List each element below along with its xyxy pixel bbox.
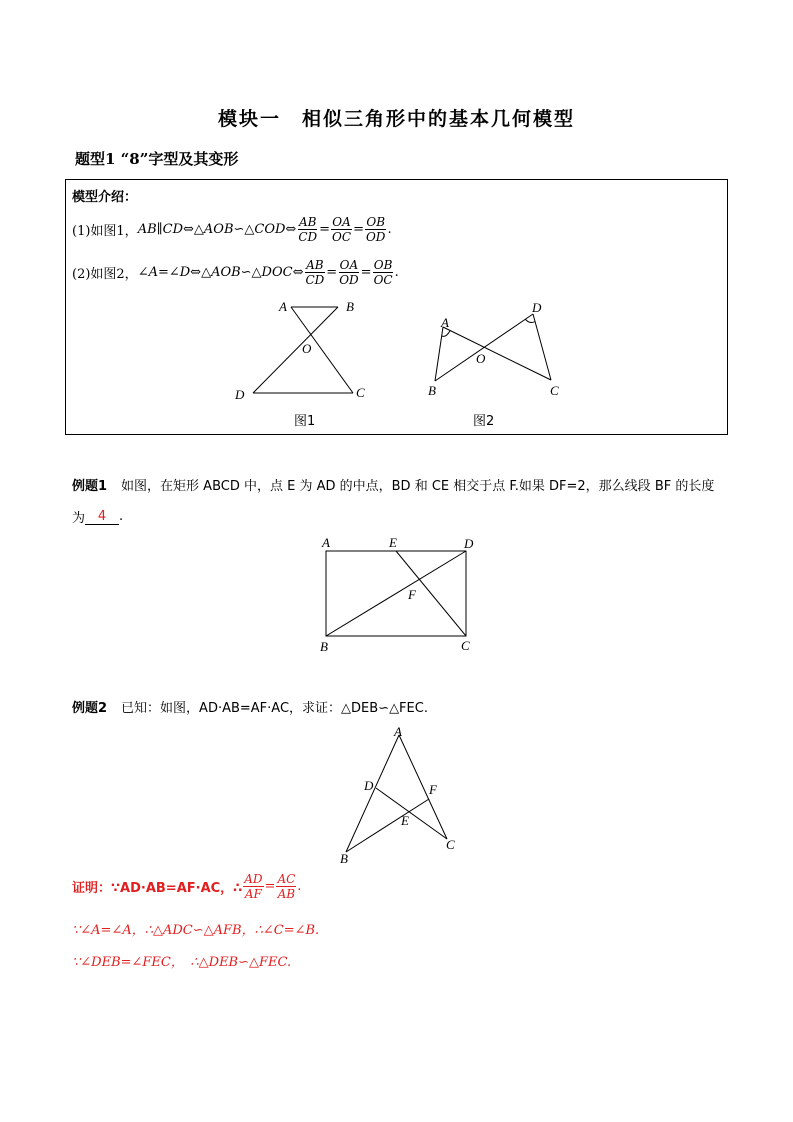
example-1-diagram xyxy=(310,530,485,658)
example-1-text-suffix: . xyxy=(119,509,124,524)
label-b: B xyxy=(320,639,328,654)
fraction xyxy=(365,215,386,244)
model-line-2 xyxy=(72,258,399,287)
fraction-den: CD xyxy=(305,273,325,287)
fraction-den: OD xyxy=(339,273,359,287)
model-line-1-cond: AB∥CD⇔△AOB∽△COD⇔ xyxy=(137,222,297,237)
segment-ac xyxy=(291,307,353,393)
fraction xyxy=(297,215,318,244)
example-2-diagram xyxy=(330,718,470,868)
model-line-1 xyxy=(72,215,392,244)
fraction-den: OC xyxy=(373,273,393,287)
segment-bd xyxy=(326,551,466,636)
equals: = xyxy=(360,265,372,280)
equals: = xyxy=(264,879,276,894)
fraction-num: AC xyxy=(277,872,296,886)
label-o: O xyxy=(302,341,312,356)
angle-d-mark xyxy=(525,319,534,322)
fraction-den: OC xyxy=(332,230,352,244)
label-f: F xyxy=(408,587,416,602)
label-c: C xyxy=(356,385,365,400)
label-e: E xyxy=(401,813,409,828)
equals: = xyxy=(353,222,364,237)
fraction-num: OB xyxy=(366,215,386,229)
label-c: C xyxy=(461,638,470,653)
model-line-2-prefix: (2)如图2， xyxy=(72,267,138,282)
label-c: C xyxy=(550,383,559,398)
label-a: A xyxy=(394,724,402,739)
label-o: O xyxy=(476,351,486,366)
figure-1-caption: 图1 xyxy=(294,414,316,429)
model-intro-heading: 模型介绍： xyxy=(72,190,138,205)
fraction xyxy=(331,215,352,244)
example-1-label: 例题1 xyxy=(72,479,108,494)
fraction xyxy=(276,872,296,901)
label-e: E xyxy=(389,535,397,550)
fraction-num: OA xyxy=(339,258,359,272)
example-2-label: 例题2 xyxy=(72,701,108,716)
segment-bd xyxy=(253,307,338,393)
proof-line-3: ∵∠DEB=∠FEC， ∴△DEB∽△FEC. xyxy=(72,955,292,970)
fraction-den: AB xyxy=(277,887,296,901)
segment-ab xyxy=(346,735,399,852)
label-f: F xyxy=(429,782,437,797)
example-2-line xyxy=(72,697,428,716)
label-c: C xyxy=(446,837,455,852)
fraction-den: OD xyxy=(365,230,386,244)
example-1-text: 如图，在矩形 ABCD 中，点 E 为 AD 的中点，BD 和 CE 相交于点 F.如果 DF=2，那么线段 BF 的长度 xyxy=(121,479,715,494)
segment-ec xyxy=(396,551,466,636)
fraction-num: AB xyxy=(306,258,324,272)
figure-2-diagram xyxy=(425,295,575,405)
proof-line-1 xyxy=(72,872,301,901)
fraction-num: OB xyxy=(373,258,393,272)
period: . xyxy=(394,265,399,280)
model-line-2-cond: ∠A=∠D⇔△AOB∽△DOC⇔ xyxy=(137,265,304,280)
figure-2-caption: 图2 xyxy=(473,414,495,429)
proof-line-2: ∵∠A=∠A，∴△ADC∽△AFB，∴∠C=∠B. xyxy=(72,923,320,938)
example-1-text-prefix: 为 xyxy=(72,511,86,526)
angle-a-mark xyxy=(442,331,451,337)
fraction-num: AD xyxy=(244,872,263,886)
segment-ac xyxy=(443,327,551,380)
model-line-1-prefix: (1)如图1， xyxy=(72,224,138,239)
example-1-answer: 4 xyxy=(85,509,119,525)
equals: = xyxy=(326,265,338,280)
page-title: 模块一 相似三角形中的基本几何模型 xyxy=(217,108,575,130)
segment-ab xyxy=(435,327,443,381)
fraction xyxy=(243,872,263,901)
label-b: B xyxy=(346,299,354,314)
fraction xyxy=(373,258,394,287)
label-a: A xyxy=(279,299,287,314)
equals: = xyxy=(319,222,331,237)
period: . xyxy=(297,879,302,894)
label-b: B xyxy=(428,383,436,398)
proof-line-1-prefix: 证明：∵AD·AB=AF·AC，∴ xyxy=(72,881,243,896)
fraction xyxy=(304,258,325,287)
label-a: A xyxy=(322,535,330,550)
segment-dc xyxy=(533,314,551,380)
fraction xyxy=(338,258,359,287)
section-subtitle: 题型1 “8”字型及其变形 xyxy=(75,150,239,168)
fraction-den: AF xyxy=(244,887,262,901)
example-2-text: 已知：如图，AD·AB=AF·AC，求证：△DEB∽△FEC. xyxy=(121,701,428,716)
example-1-line-2 xyxy=(72,507,123,526)
label-d: D xyxy=(464,536,474,551)
label-d: D xyxy=(235,387,245,402)
fraction-num: AB xyxy=(298,215,317,229)
example-1-line-1 xyxy=(72,475,714,494)
fraction-num: OA xyxy=(332,215,351,229)
figure-1-diagram xyxy=(225,295,375,405)
label-d: D xyxy=(532,300,542,315)
period: . xyxy=(387,222,392,237)
fraction-den: CD xyxy=(298,230,318,244)
label-a: A xyxy=(441,315,449,330)
label-d: D xyxy=(364,778,374,793)
label-b: B xyxy=(340,851,348,866)
segment-bd xyxy=(435,314,533,381)
